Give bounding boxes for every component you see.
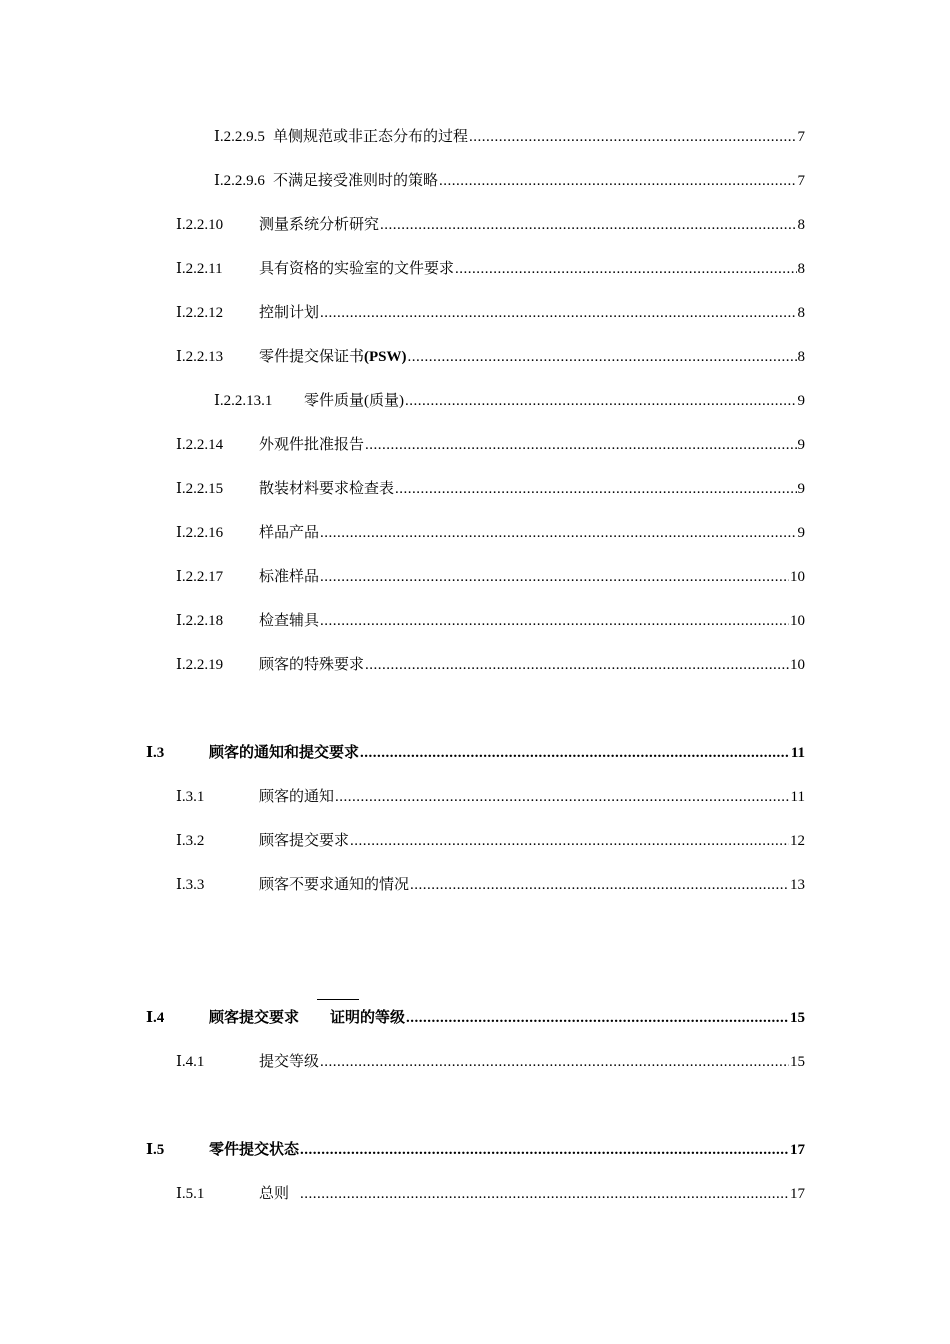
toc-entry-number: Ⅰ.3.2 [176,833,205,849]
toc-entry[interactable] [176,523,805,543]
dot-leader [320,611,789,631]
toc-entry-title: 样品产品 [259,525,320,541]
toc-entry-page: 11 [790,789,805,805]
toc-entry-title [259,347,407,367]
dot-leader [439,171,797,191]
toc-entry-page: 7 [797,173,805,189]
dot-leader [320,567,789,587]
toc-entry-page: 7 [797,129,805,145]
toc-entry-number: Ⅰ.2.2.10 [176,217,224,233]
toc-entry-number: Ⅰ.2.2.13 [176,349,224,365]
toc-entry-number: Ⅰ.2.2.9.5 [214,129,265,145]
toc-entry-number: Ⅰ.2.2.17 [176,569,224,585]
toc-entry[interactable] [176,215,805,235]
toc-entry[interactable] [176,1184,805,1204]
toc-entry-page: 17 [790,1186,805,1202]
toc-entry-page: 9 [797,393,805,409]
dot-leader [320,303,796,323]
toc-entry-title: 顾客不要求通知的情况 [259,877,410,893]
toc-entry-title-text: 顾客提交要求 [209,1010,300,1026]
toc-entry-page: 8 [797,261,805,277]
toc-entry-page: 10 [790,613,805,629]
dot-leader [469,127,797,147]
toc-entry-number: Ⅰ.2.2.19 [176,657,224,673]
dot-leader [410,875,789,895]
dot-leader [360,743,790,763]
toc-entry[interactable] [214,171,805,191]
toc-entry-page: 12 [790,833,805,849]
toc-entry-page: 8 [797,349,805,365]
dot-leader [380,215,796,235]
toc-entry-number: Ⅰ.2.2.15 [176,481,224,497]
toc-entry-page: 15 [790,1010,805,1026]
toc-entry-title: 外观件批准报告 [259,437,365,453]
toc-entry-title: 标准样品 [259,569,320,585]
toc-entry[interactable] [214,391,805,411]
toc-entry-title: 散装材料要求检查表 [259,481,395,497]
toc-entry-title: 检查辅具 [259,613,320,629]
toc-entry-page: 9 [797,525,805,541]
toc-entry-title: 提交等级 [259,1054,320,1070]
toc-entry-title: 零件提交状态 [209,1142,300,1158]
toc-section[interactable] [146,1008,805,1028]
dot-leader [350,831,789,851]
toc-section[interactable] [146,743,805,763]
toc-entry[interactable] [176,479,805,499]
toc-entry-page: 8 [797,217,805,233]
toc-entry-title-text: 零件提交保证书 [259,349,365,365]
toc-entry-title: 顾客的特殊要求 [259,657,365,673]
dot-leader [395,479,796,499]
toc-entry-number: Ⅰ.2.2.16 [176,525,224,541]
toc-section[interactable] [146,1140,805,1160]
toc-entry-number: Ⅰ.2.2.11 [176,261,223,277]
toc-entry-page: 13 [790,877,805,893]
dot-leader [300,1140,789,1160]
toc-entry-title: 顾客的通知和提交要求 [209,745,360,761]
toc-entry[interactable] [176,1052,805,1072]
toc-entry-page: 15 [790,1054,805,1070]
toc-entry-title [259,1184,299,1204]
toc-entry-number: Ⅰ.5 [146,1142,165,1158]
toc-entry-page: 9 [797,481,805,497]
toc-entry-title-text: 总则 [259,1186,290,1202]
toc-entry-page: 11 [790,745,805,761]
toc-entry[interactable] [176,435,805,455]
toc-entry-number: Ⅰ.4.1 [176,1054,205,1070]
dot-leader [455,259,796,279]
toc-entry-number: Ⅰ.2.2.14 [176,437,224,453]
dot-leader [365,655,789,675]
toc-entry[interactable] [176,303,805,323]
toc-entry-title: 不满足接受准则时的策略 [272,173,438,189]
toc-entry-number: Ⅰ.3.3 [176,877,205,893]
toc-entry-title: 零件质量(质量) [304,393,404,409]
dot-leader [365,435,796,455]
toc-entry-number: Ⅰ.3.1 [176,789,205,805]
toc-entry[interactable] [176,611,805,631]
toc-entry[interactable] [214,127,805,147]
toc-entry-number: Ⅰ.5.1 [176,1186,205,1202]
toc-entry-number: Ⅰ.2.2.12 [176,305,224,321]
toc-entry-page: 9 [797,437,805,453]
overline-mark [317,999,359,1000]
toc-entry-title: 顾客的通知 [259,789,335,805]
toc-entry[interactable] [176,347,805,367]
dot-leader [320,1052,789,1072]
toc-entry-title: 测量系统分析研究 [259,217,380,233]
toc-entry-title-abbr: (PSW) [364,349,407,365]
dot-leader [405,391,797,411]
toc-entry-title: 顾客提交要求 [259,833,350,849]
toc-entry-title: 具有资格的实验室的文件要求 [259,261,455,277]
toc-entry-page: 8 [797,305,805,321]
toc-entry-number: Ⅰ.2.2.13.1 [214,393,273,409]
toc-entry[interactable] [176,567,805,587]
toc-entry[interactable] [176,655,805,675]
toc-entry-page: 10 [790,657,805,673]
toc-entry-page: 10 [790,569,805,585]
toc-entry-number: Ⅰ.2.2.9.6 [214,173,265,189]
toc-entry-page: 17 [790,1142,805,1158]
toc-entry[interactable] [176,831,805,851]
toc-entry[interactable] [176,787,805,807]
toc-entry-title: 单侧规范或非正态分布的过程 [272,129,468,145]
toc-entry-title: 控制计划 [259,305,320,321]
dot-leader [335,787,790,807]
dot-leader [320,523,796,543]
toc-entry-number: Ⅰ.4 [146,1010,165,1026]
toc-entry-title-suffix: 证明的等级 [330,1010,406,1026]
toc-entry-title [209,1008,405,1028]
dot-leader [406,1008,789,1028]
dot-leader [300,1184,789,1204]
dot-leader [408,347,797,367]
toc-entry-number: Ⅰ.3 [146,745,165,761]
toc-entry[interactable] [176,875,805,895]
toc-entry[interactable] [176,259,805,279]
toc-entry-number: Ⅰ.2.2.18 [176,613,224,629]
